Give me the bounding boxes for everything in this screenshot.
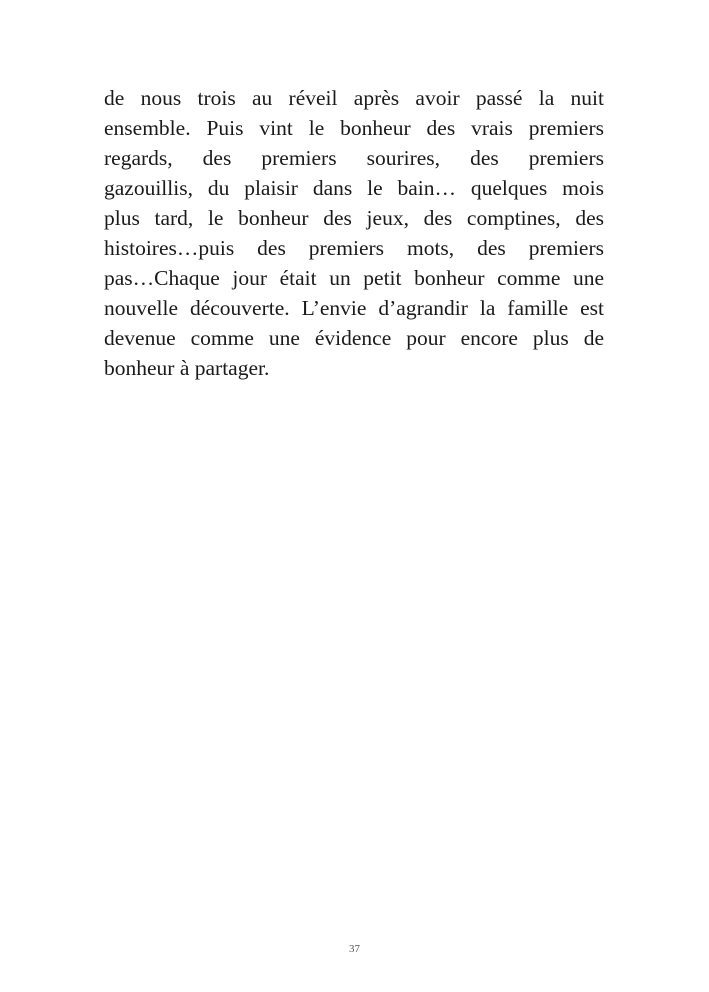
paragraph-line: nouvelle découverte. L’envie d’agrandir la famille est [104,296,604,320]
paragraph-line: bonheur à partager. [104,356,270,380]
paragraph-line: histoires…puis des premiers mots, des premiers [104,236,604,260]
paragraph-line: de nous trois au réveil après avoir passé la nuit [104,86,604,110]
paragraph-line: pas…Chaque jour était un petit bonheur comme une [104,266,604,290]
paragraph-line: regards, des premiers sourires, des premiers [104,146,604,170]
paragraph-line: plus tard, le bonheur des jeux, des comptines, des [104,206,604,230]
page-number: 37 [349,943,360,955]
paragraph-line: ensemble. Puis vint le bonheur des vrais premiers [104,116,604,140]
paragraph-line: gazouillis, du plaisir dans le bain… quelques mois [104,176,604,200]
paragraph-line: devenue comme une évidence pour encore plus de [104,326,604,350]
body-paragraph [104,83,604,383]
